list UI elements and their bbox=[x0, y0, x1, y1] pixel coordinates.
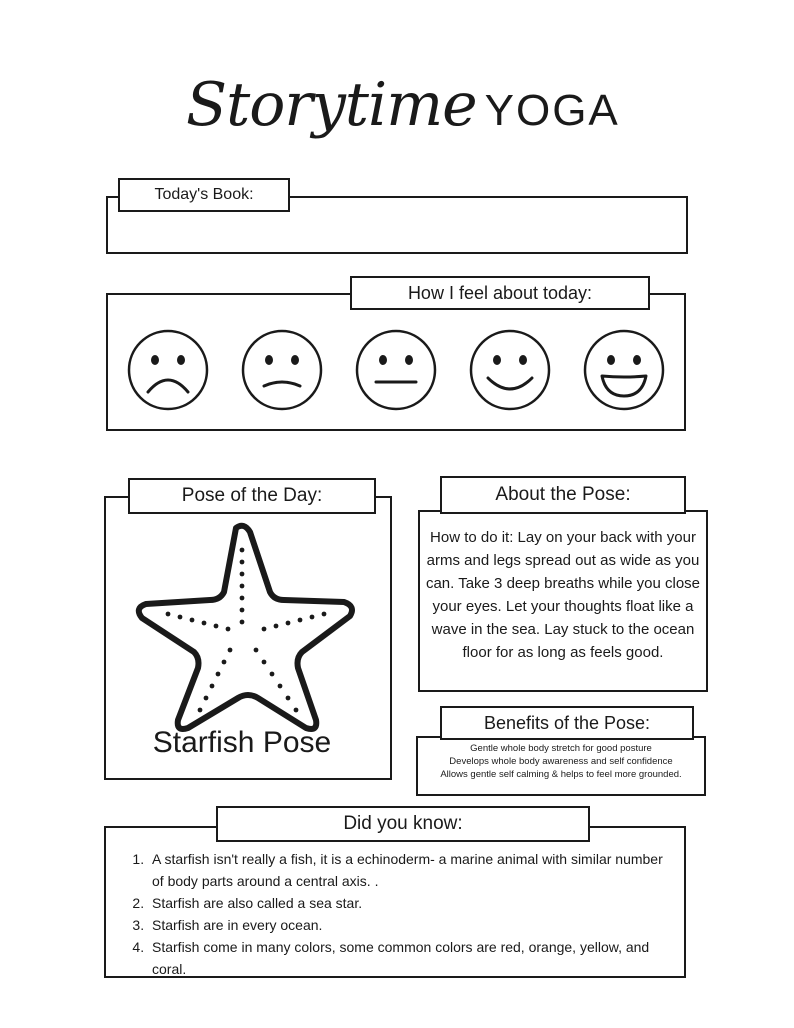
pose-name: Starfish Pose bbox=[152, 726, 332, 759]
sad-face-icon[interactable] bbox=[240, 328, 324, 412]
about-pose-text: How to do it: Lay on your back with your arms and legs spread out as wide as you can. Take 3 deep breaths while you close your eyes. Let your thoughts float like a wave in the sea. Lay stuck to the ocean floor for as long as feels good. bbox=[425, 529, 701, 661]
did-you-know-label bbox=[216, 806, 590, 842]
happy-face-icon[interactable] bbox=[468, 328, 552, 412]
neutral-face-icon[interactable] bbox=[354, 328, 438, 412]
fact-item: 3. Starfish are in every ocean. bbox=[148, 914, 678, 936]
feelings-label bbox=[350, 276, 650, 310]
starfish-icon bbox=[128, 522, 360, 739]
very-sad-face-icon[interactable] bbox=[126, 328, 210, 412]
benefit-item: Gentle whole body stretch for good posture bbox=[470, 743, 652, 754]
pose-of-day-label-text: Pose of the Day: bbox=[181, 485, 323, 506]
page-title bbox=[186, 70, 620, 160]
fact-item: 4. Starfish come in many colors, some common colors are red, orange, yellow, and coral. bbox=[148, 936, 678, 980]
benefit-item: Allows gentle self calming & helps to feel more grounded. bbox=[440, 769, 682, 780]
title-yoga-word: YOGA bbox=[484, 86, 620, 135]
benefits-list bbox=[420, 742, 702, 781]
about-pose-label bbox=[440, 476, 686, 514]
todays-book-label bbox=[118, 178, 290, 212]
did-you-know-list bbox=[108, 848, 678, 980]
benefits-label-text: Benefits of the Pose: bbox=[483, 712, 651, 733]
fact-item: 1. A starfish isn't really a fish, it is a echinoderm- a marine animal with similar number of body parts around a central axis. . bbox=[148, 848, 678, 892]
feelings-label-text: How I feel about today: bbox=[407, 282, 593, 303]
benefit-item: Develops whole body awareness and self confidence bbox=[449, 756, 673, 767]
title-script-word: Storytime bbox=[186, 70, 477, 140]
benefits-label bbox=[440, 706, 694, 740]
pose-of-day-label bbox=[128, 478, 376, 514]
did-you-know-label-text: Did you know: bbox=[343, 813, 463, 834]
very-happy-face-icon[interactable] bbox=[582, 328, 666, 412]
todays-book-label-text: Today's Book: bbox=[154, 186, 254, 203]
about-pose-label-text: About the Pose: bbox=[495, 484, 631, 505]
fact-item: 2. Starfish are also called a sea star. bbox=[148, 892, 678, 914]
